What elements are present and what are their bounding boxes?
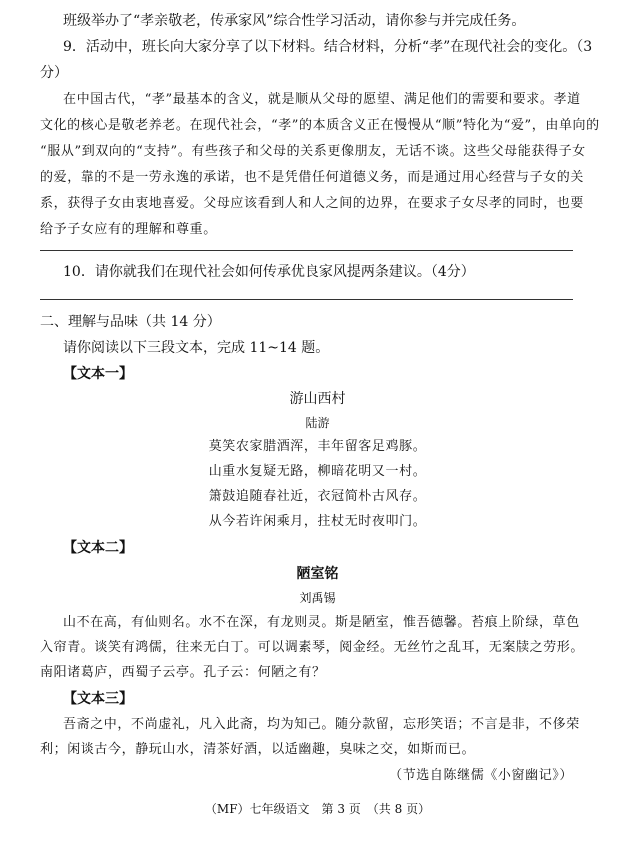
question-10-prompt: 10．请你就我们在现代社会如何传承优良家风提两条建议。（4分） [63, 264, 475, 280]
poem-line: 山重水复疑无路，柳暗花明又一村。 [208, 464, 427, 479]
essay-title: 陋室铭 [296, 566, 339, 582]
poem-author: 陆游 [305, 416, 330, 430]
material-line: 系，获得子女由衷地喜爱。父母应该看到人和人之间的边界，在要求子女尽孝的同时，也要 [40, 196, 585, 211]
poem-line: 莫笑农家腊酒浑，丰年留客足鸡豚。 [208, 439, 427, 454]
answer-line [40, 299, 573, 300]
poem-title: 游山西村 [289, 391, 346, 407]
poem-line: 从今若许闲乘月，拄杖无时夜叩门。 [208, 514, 427, 529]
text1-label: 【文本一】 [63, 366, 133, 382]
source-citation: （节选自陈继儒《小窗幽记》） [389, 768, 573, 783]
prose-line: 吾斋之中，不尚虚礼，凡入此斋，均为知己。随分款留，忘形笑语；不言是非，不侈荣 [63, 717, 580, 732]
essay-line: 入帘青。谈笑有鸿儒，往来无白丁。可以调素琴，阅金经。无丝竹之乱耳，无案牍之劳形。 [40, 640, 585, 655]
text2-label: 【文本二】 [63, 540, 133, 556]
poem-line: 箫鼓追随春社近，衣冠简朴古风存。 [208, 489, 427, 504]
material-line: 的爱，靠的不是一劳永逸的承诺，也不是凭借任何道德义务，而是通过用心经营与子女的关 [40, 170, 585, 185]
activity-intro: 班级举办了“孝亲敬老，传承家风”综合性学习活动，请你参与并完成任务。 [63, 13, 526, 29]
question-9-prompt: 9．活动中，班长向大家分享了以下材料。结合材料，分析“孝”在现代社会的变化。（3 [63, 39, 593, 55]
essay-author: 刘禹锡 [299, 591, 336, 605]
material-line: “服从”到双向的“支持”。有些孩子和父母的关系更像朋友，无话不谈。这些父母能获得子女 [40, 144, 586, 159]
essay-line: 山不在高，有仙则名。水不在深，有龙则灵。斯是陋室，惟吾德馨。苔痕上阶绿，草色 [63, 615, 580, 630]
essay-line: 南阳诸葛庐，西蜀子云亭。孔子云：何陋之有？ [40, 665, 326, 680]
page-footer: （MF）七年级语文 第 3 页 （共 8 页） [204, 802, 431, 816]
section-heading: 二、理解与品味（共 14 分） [40, 314, 221, 330]
material-line: 文化的核心是敬老养老。在现代社会，“孝”的本质含义正在慢慢从“顺”特化为“爱”，由单向的 [40, 118, 600, 133]
text3-label: 【文本三】 [63, 691, 133, 707]
material-line: 在中国古代，“孝”最基本的含义，就是顺从父母的愿望、满足他们的需要和要求。孝道 [63, 92, 581, 107]
material-line: 给予子女应有的理解和尊重。 [40, 222, 217, 237]
answer-line [40, 250, 573, 251]
question-9-prompt-cont: 分） [40, 65, 68, 81]
section-instruction: 请你阅读以下三段文本，完成 11~14 题。 [63, 340, 330, 356]
prose-line: 利；闲谈古今，静玩山水，清茶好酒，以适幽趣，臭味之交，如斯而已。 [40, 742, 476, 757]
